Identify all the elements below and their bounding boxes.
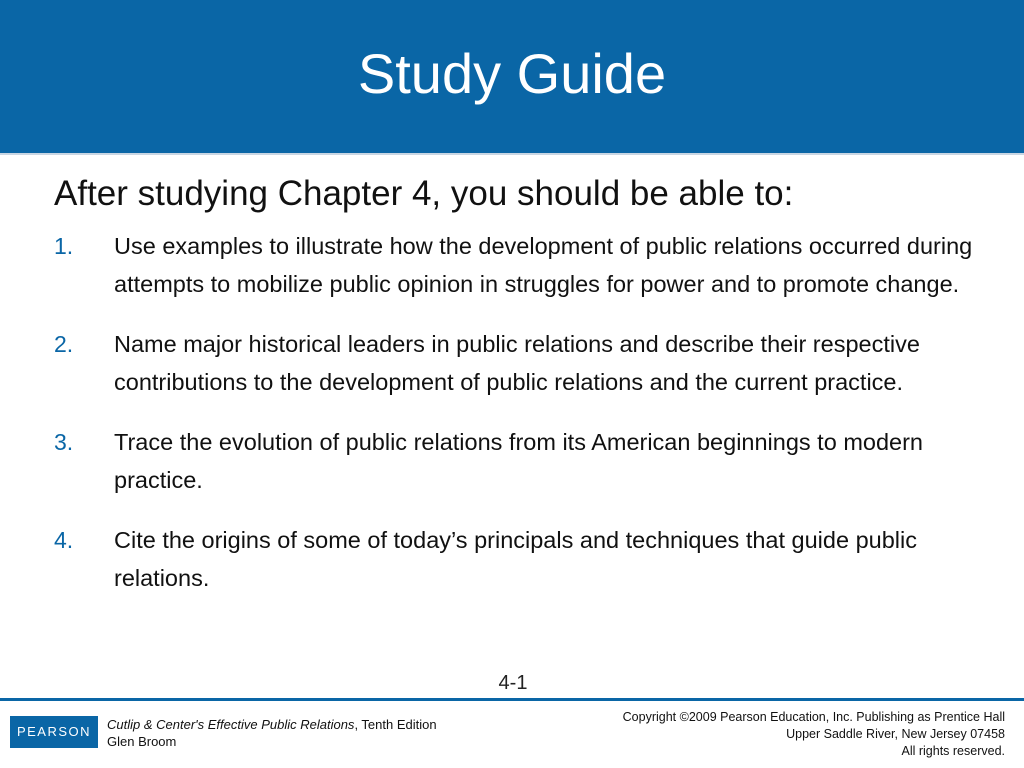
slide-title: Study Guide — [357, 42, 667, 105]
list-item — [54, 227, 974, 303]
intro-heading: After studying Chapter 4, you should be able to: — [54, 174, 794, 213]
item-text: Name major historical leaders in public relations and describe their respective contributions to the development of public relations and the current practice. — [114, 331, 920, 395]
list-item — [54, 423, 974, 499]
copyright-line: Copyright ©2009 Pearson Education, Inc. Publishing as Prentice Hall — [622, 710, 1005, 724]
book-title: Cutlip & Center's Effective Public Relations — [107, 717, 355, 732]
item-text: Trace the evolution of public relations from its American beginnings to modern practice. — [114, 429, 923, 493]
copyright-line: All rights reserved. — [901, 744, 1005, 758]
item-text: Use examples to illustrate how the development of public relations occurred during attempts to mobilize public opinion in struggles for power and to promote change. — [114, 233, 973, 297]
footer-divider — [0, 698, 1024, 701]
item-text: Cite the origins of some of today’s principals and techniques that guide public relations. — [114, 527, 917, 591]
item-number: 4. — [54, 527, 74, 553]
item-number: 1. — [54, 233, 74, 259]
book-citation — [107, 716, 437, 750]
book-author: Glen Broom — [107, 734, 177, 749]
item-number: 3. — [54, 429, 74, 455]
list-item — [54, 521, 974, 597]
page-number: 4-1 — [498, 672, 528, 694]
title-banner — [0, 0, 1024, 155]
item-number: 2. — [54, 331, 74, 357]
objectives-list — [54, 227, 974, 619]
book-edition: , Tenth Edition — [354, 717, 437, 732]
copyright-notice — [623, 709, 1005, 760]
list-item — [54, 325, 974, 401]
copyright-line: Upper Saddle River, New Jersey 07458 — [786, 727, 1005, 741]
pearson-logo: PEARSON — [10, 716, 98, 748]
